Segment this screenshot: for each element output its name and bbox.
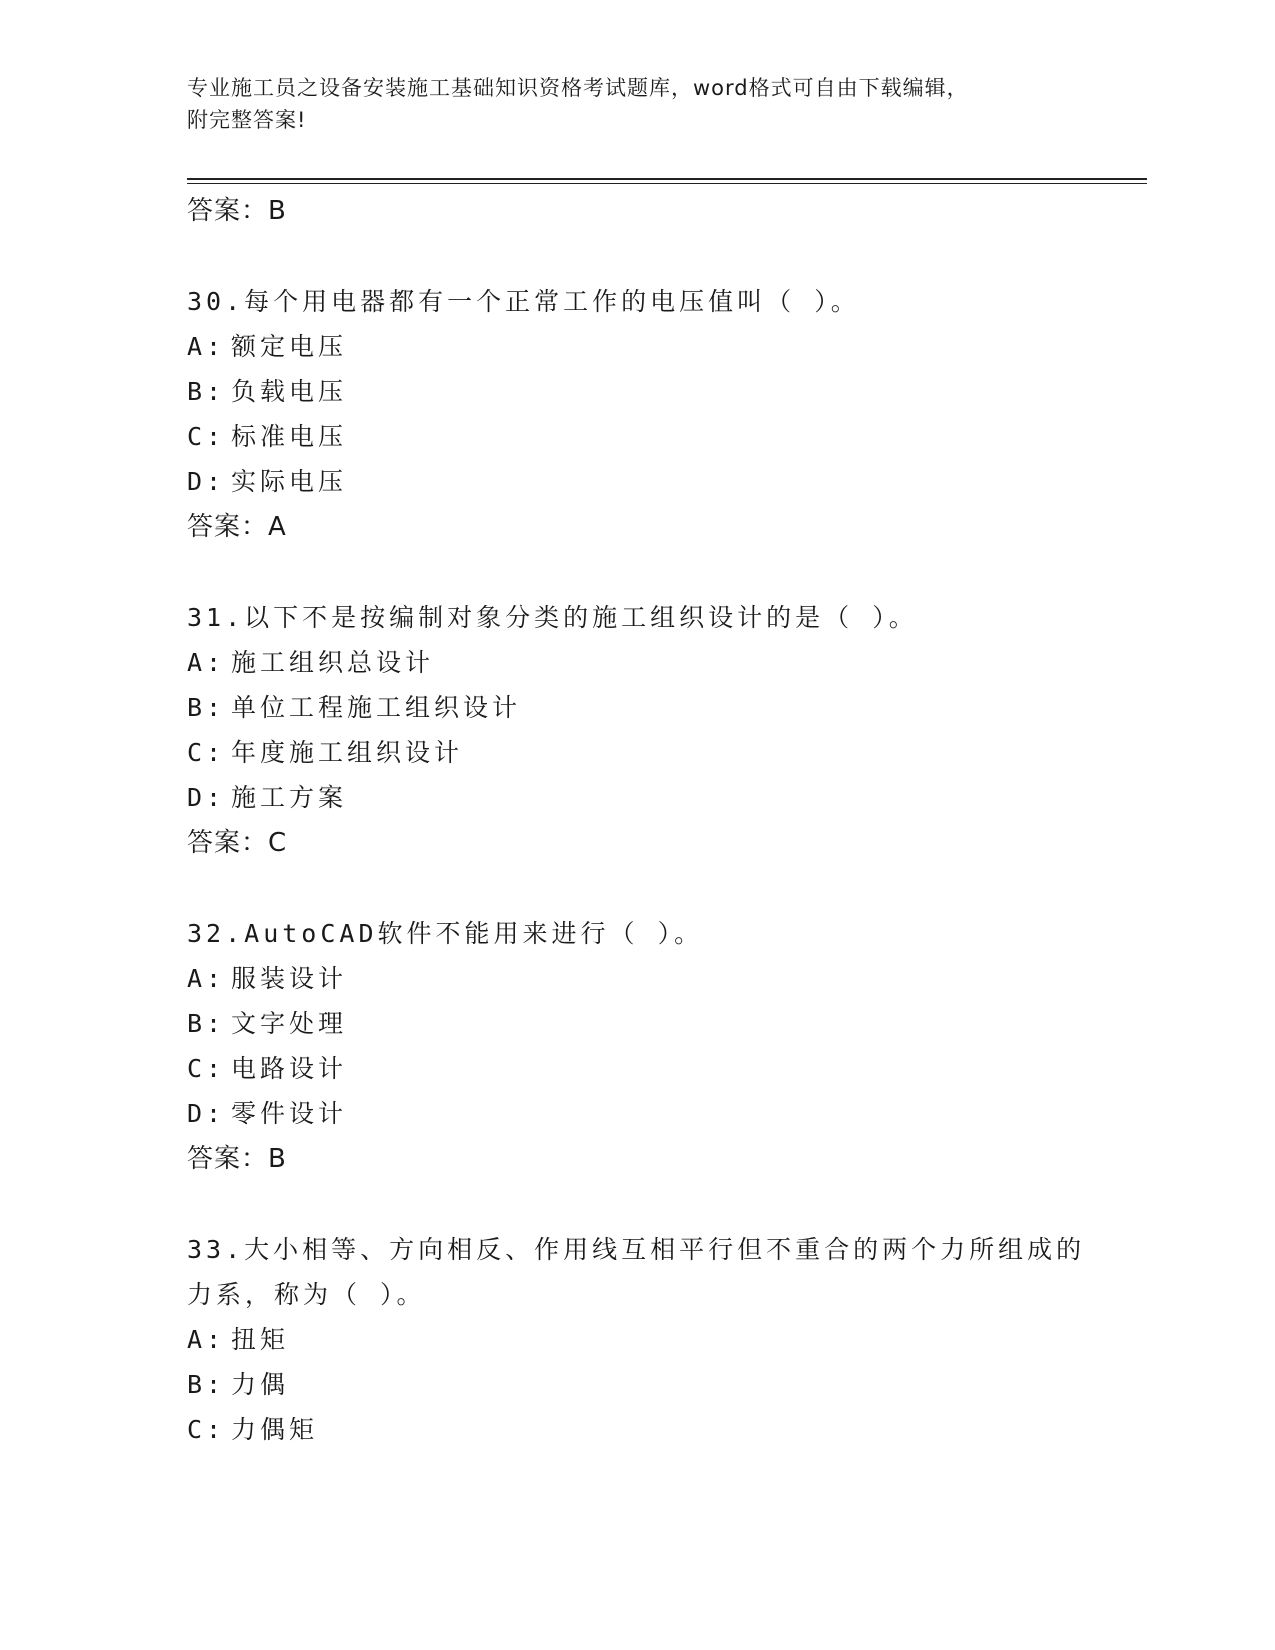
option-d [187,459,1107,504]
question-block [187,911,1107,1182]
option-text: 力偶矩 [231,1415,319,1444]
spacer [187,234,1107,279]
question-list [187,188,1107,1452]
option-a [187,956,1107,1001]
option-text: 电路设计 [231,1054,348,1083]
option-letter: A: [187,648,226,677]
option-b [187,369,1107,414]
question-block [187,279,1107,550]
page-header [187,72,1087,136]
option-letter: A: [187,964,226,993]
option-text: 施工方案 [231,783,348,812]
option-text: 实际电压 [231,467,348,496]
option-c [187,1046,1107,1091]
option-text: 负载电压 [231,377,348,406]
option-letter: D: [187,783,226,812]
option-letter: A: [187,1325,226,1354]
option-c [187,1407,1107,1452]
option-letter: B: [187,693,226,722]
option-b [187,685,1107,730]
option-d [187,1091,1107,1136]
option-text: 单位工程施工组织设计 [231,693,522,722]
spacer [187,550,1107,595]
option-letter: C: [187,422,226,451]
question-stem-line-2: 力系，称为（ ）。 [187,1280,426,1309]
option-text: 文字处理 [231,1009,348,1038]
option-a [187,1317,1107,1362]
option-text: 扭矩 [231,1325,290,1354]
header-title-line-1: 专业施工员之设备安装施工基础知识资格考试题库，word格式可自由下载编辑， [187,76,969,100]
question-stem: 32.AutoCAD软件不能用来进行（ ）。 [187,919,704,948]
option-letter: B: [187,377,226,406]
option-letter: B: [187,1370,226,1399]
option-b [187,1001,1107,1046]
question-block [187,595,1107,866]
option-letter: D: [187,467,226,496]
question-block [187,1227,1107,1452]
option-text: 年度施工组织设计 [231,738,464,767]
option-letter: B: [187,1009,226,1038]
option-a [187,324,1107,369]
spacer [187,866,1107,911]
option-d [187,775,1107,820]
spacer [187,1182,1107,1227]
option-c [187,730,1107,775]
option-letter: C: [187,1054,226,1083]
option-letter: D: [187,1099,226,1128]
header-divider-thin [187,183,1147,184]
question-stem: 31.以下不是按编制对象分类的施工组织设计的是（ ）。 [187,603,918,632]
question-stem-line-1: 33.大小相等、方向相反、作用线互相平行但不重合的两个力所组成的 [187,1235,1086,1264]
previous-answer: 答案：B [187,196,287,226]
option-text: 服装设计 [231,964,348,993]
option-letter: A: [187,332,226,361]
option-a [187,640,1107,685]
option-c [187,414,1107,459]
header-divider [187,178,1147,180]
question-stem: 30.每个用电器都有一个正常工作的电压值叫（ ）。 [187,287,860,316]
option-b [187,1362,1107,1407]
answer-line: 答案：A [187,512,287,542]
option-text: 零件设计 [231,1099,348,1128]
option-text: 力偶 [231,1370,290,1399]
option-text: 标准电压 [231,422,348,451]
answer-line: 答案：C [187,828,288,858]
answer-line: 答案：B [187,1144,287,1174]
option-letter: C: [187,738,226,767]
option-text: 施工组织总设计 [231,648,435,677]
option-text: 额定电压 [231,332,348,361]
header-title-line-2: 附完整答案! [187,108,307,132]
option-letter: C: [187,1415,226,1444]
